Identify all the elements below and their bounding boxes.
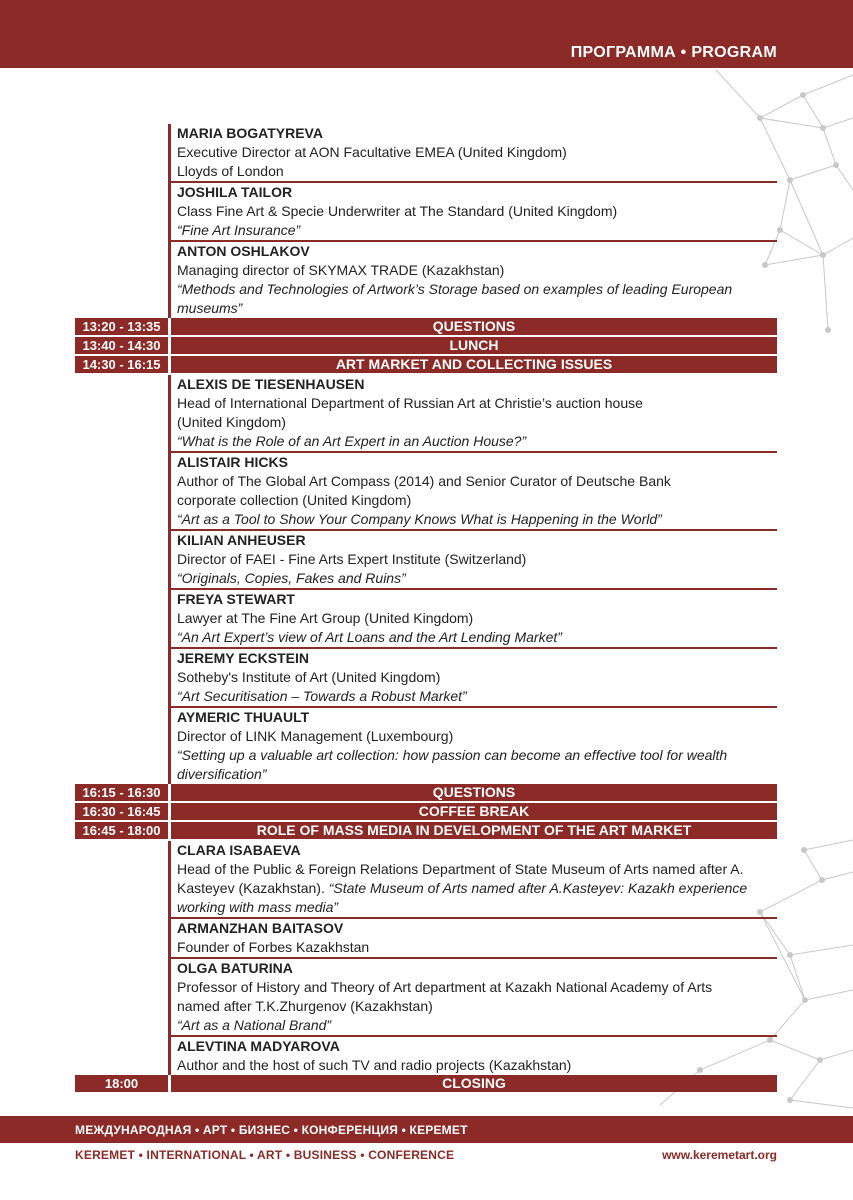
- talk-title: “State Museum of Arts named after A.Kasteyev: Kazakh experience working with mass media”: [177, 880, 748, 915]
- talk-title: “Art as a Tool to Show Your Company Knows What is Happening in the World”: [177, 511, 662, 527]
- speaker-name: ALEXIS DE TIESENHAUSEN: [177, 376, 365, 392]
- speaker-entry: [75, 649, 777, 708]
- speaker-name: OLGA BATURINA: [177, 960, 293, 976]
- speaker-entry: [75, 1037, 777, 1075]
- talk-title: “Art as a National Brand”: [177, 1017, 332, 1033]
- footer-tagline-en: KEREMET • INTERNATIONAL • ART • BUSINESS • CONFERENCE: [75, 1148, 455, 1162]
- speaker-name: ANTON OSHLAKOV: [177, 243, 310, 259]
- speaker-role: Director of FAEI - Fine Arts Expert Institute (Switzerland): [177, 551, 527, 567]
- session-title: CLOSING: [171, 1075, 777, 1092]
- session-time: 16:45 - 18:00: [75, 822, 168, 839]
- speaker-role: (United Kingdom): [177, 414, 286, 430]
- session-title: ROLE OF MASS MEDIA IN DEVELOPMENT OF THE ART MARKET: [171, 822, 777, 839]
- speaker-role: Professor of History and Theory of Art department at Kazakh National Academy of Arts: [177, 979, 713, 995]
- session-title: QUESTIONS: [171, 318, 777, 335]
- session-title: ART MARKET AND COLLECTING ISSUES: [171, 356, 777, 373]
- speaker-entry: [75, 959, 777, 1037]
- talk-title: “Originals, Copies, Fakes and Ruins”: [177, 570, 406, 586]
- session-row: [75, 356, 777, 373]
- speaker-role: Author of The Global Art Compass (2014) and Senior Curator of Deutsche Bank: [177, 473, 671, 489]
- session-row: [75, 803, 777, 820]
- speaker-role: Sotheby's Institute of Art (United Kingdom): [177, 669, 441, 685]
- speaker-role: Author and the host of such TV and radio projects (Kazakhstan): [177, 1057, 572, 1073]
- session-time: 16:30 - 16:45: [75, 803, 168, 820]
- speaker-role: Head of the Public & Foreign Relations Department of State Museum of Arts named after A. Kasteyev (Kazakhstan).: [177, 861, 744, 896]
- session-time: 14:30 - 16:15: [75, 356, 168, 373]
- speaker-role: Lloyds of London: [177, 163, 284, 179]
- speaker-entry: [75, 453, 777, 531]
- speaker-entry: [75, 919, 777, 959]
- website-link[interactable]: www.keremetart.org: [662, 1148, 777, 1162]
- speaker-entry: [75, 708, 777, 784]
- speaker-entry: [75, 124, 777, 183]
- speaker-name: AYMERIC THUAULT: [177, 709, 310, 725]
- session-row: [75, 1075, 777, 1092]
- session-time: 18:00: [75, 1075, 168, 1092]
- session-row: [75, 784, 777, 801]
- talk-title: “Setting up a valuable art collection: how passion can become an effective tool for wealth diversification”: [177, 747, 728, 782]
- speaker-role: Director of LINK Management (Luxembourg): [177, 728, 454, 744]
- session-row: [75, 822, 777, 839]
- speaker-entry: [75, 841, 777, 919]
- talk-title: “What is the Role of an Art Expert in an Auction House?”: [177, 433, 527, 449]
- speaker-role: Head of International Department of Russian Art at Christie’s auction house: [177, 395, 643, 411]
- session-time: 13:40 - 14:30: [75, 337, 168, 354]
- talk-title: “An Art Expert’s view of Art Loans and the Art Lending Market”: [177, 629, 562, 645]
- speaker-entry: [75, 242, 777, 318]
- speaker-entry: [75, 531, 777, 590]
- footer-bar: [0, 1116, 853, 1143]
- speaker-name: ALISTAIR HICKS: [177, 454, 288, 470]
- speaker-role: Class Fine Art & Specie Underwriter at The Standard (United Kingdom): [177, 203, 618, 219]
- talk-title: “Fine Art Insurance”: [177, 222, 301, 238]
- page-title: ПРОГРАММА • PROGRAM: [570, 44, 777, 61]
- speaker-entry: [75, 375, 777, 453]
- speaker-name: CLARA ISABAEVA: [177, 842, 301, 858]
- speaker-name: JEREMY ECKSTEIN: [177, 650, 309, 666]
- speaker-name: JOSHILA TAILOR: [177, 184, 293, 200]
- speaker-role: Managing director of SKYMAX TRADE (Kazakhstan): [177, 262, 505, 278]
- talk-title: “Art Securitisation – Towards a Robust Market”: [177, 688, 467, 704]
- speaker-role: Executive Director at AON Facultative EMEA (United Kingdom): [177, 144, 567, 160]
- session-row: [75, 337, 777, 354]
- session-title: QUESTIONS: [171, 784, 777, 801]
- speaker-name: MARIA BOGATYREVA: [177, 125, 323, 141]
- speaker-entry: [75, 183, 777, 242]
- footer-tagline-ru: МЕЖДУНАРОДНАЯ • АРТ • БИЗНЕС • КОНФЕРЕНЦИЯ • КЕРЕМЕТ: [75, 1123, 468, 1137]
- speaker-role: named after T.K.Zhurgenov (Kazakhstan): [177, 998, 433, 1014]
- session-time: 13:20 - 13:35: [75, 318, 168, 335]
- speaker-entry: [75, 590, 777, 649]
- speaker-name: ALEVTINA MADYAROVA: [177, 1038, 340, 1054]
- speaker-name: KILIAN ANHEUSER: [177, 532, 306, 548]
- speaker-role: Founder of Forbes Kazakhstan: [177, 939, 370, 955]
- speaker-role: corporate collection (United Kingdom): [177, 492, 412, 508]
- speaker-role: Lawyer at The Fine Art Group (United Kingdom): [177, 610, 474, 626]
- session-time: 16:15 - 16:30: [75, 784, 168, 801]
- talk-title: “Methods and Technologies of Artwork’s Storage based on examples of leading European museums”: [177, 281, 733, 316]
- speaker-name: ARMANZHAN BAITASOV: [177, 920, 344, 936]
- program-schedule: [75, 124, 777, 1094]
- session-row: [75, 318, 777, 335]
- speaker-name: FREYA STEWART: [177, 591, 295, 607]
- session-title: LUNCH: [171, 337, 777, 354]
- session-title: COFFEE BREAK: [171, 803, 777, 820]
